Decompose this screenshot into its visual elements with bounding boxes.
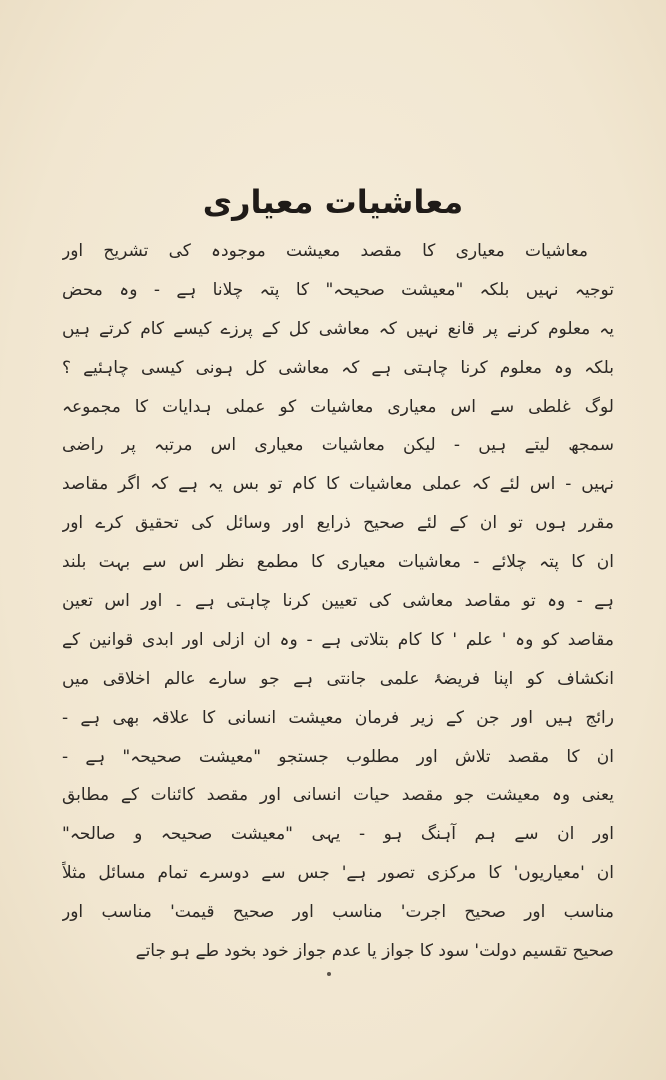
text-line: ان کا مقصد تلاش اور مطلوب جستجو "معیشت صحیحہ" ہے - <box>62 746 614 767</box>
text-line: معاشیات معیاری کا مقصد معیشت موجودہ کی تشریح اور <box>62 241 588 261</box>
text-line: صحیح تقسیم دولت' سود کا جواز یا عدم جواز خود بخود طے ہو جاتے <box>135 941 614 962</box>
text-line: رائج ہیں اور جن کے زیر فرمان معیشت انسانی کا علاقہ بھی ہے - <box>62 707 614 728</box>
page-mark-dot <box>327 972 331 976</box>
text-line: بلکہ وہ معلوم کرنا چاہتی ہے کہ معاشی کل ہونی کیسی چاہئیے ؟ <box>62 357 614 378</box>
text-line: مقرر ہوں تو ان کے لئے صحیح ذرایع اور وسائل کی تحقیق کرے اور <box>62 513 614 534</box>
text-line: لوگ غلطی سے اس معیاری معاشیات کو عملی ہدایات کا مجموعہ <box>62 396 614 417</box>
page-title: معاشیات معیاری <box>202 183 464 221</box>
text-line: توجیہ نہیں بلکہ "معیشت صحیحہ" کا پتہ چلانا ہے - وہ محض <box>62 279 614 300</box>
text-line: یعنی وہ معیشت جو مقصد حیات انسانی اور مقصد کائنات کے مطابق <box>62 785 614 806</box>
text-line: ان 'معیاریوں' کا مرکزی تصور ہے' جس سے دوسرے تمام مسائل مثلاً <box>62 863 614 884</box>
text-line: مناسب اور صحیح اجرت' مناسب اور صحیح قیمت' مناسب اور <box>62 902 614 923</box>
text-line: نہیں - اس لئے کہ عملی معاشیات کا کام تو بس یہ ہے کہ اگر مقاصد <box>62 474 614 495</box>
text-line: اور ان سے ہم آہنگ ہو - یہی "معیشت صحیحہ و صالحہ" <box>62 824 614 845</box>
text-line: ہے - وہ تو مقاصد معاشی کی تعیین کرنا چاہتی ہے ۔ اور اس تعین <box>62 591 614 612</box>
text-line: یہ معلوم کرنے پر قانع نہیں کہ معاشی کل کے پرزے کیسے کام کرتے ہیں <box>62 318 614 339</box>
body-text <box>62 232 614 971</box>
text-line: سمجھ لیتے ہیں - لیکن معاشیات معیاری اس مرتبہ پر راضی <box>62 435 614 456</box>
text-line: مقاصد کو وہ ' علم ' کا کام بتلاتی ہے - وہ ان ازلی اور ابدی قوانین کے <box>62 629 614 650</box>
text-line: انکشاف کو اپنا فریضۂ علمی جانتی ہے جو سارے عالم اخلاقی میں <box>62 668 614 689</box>
text-line: ان کا پتہ چلائے - معاشیات معیاری کا مطمع نظر اس سے بہت بلند <box>62 552 614 573</box>
